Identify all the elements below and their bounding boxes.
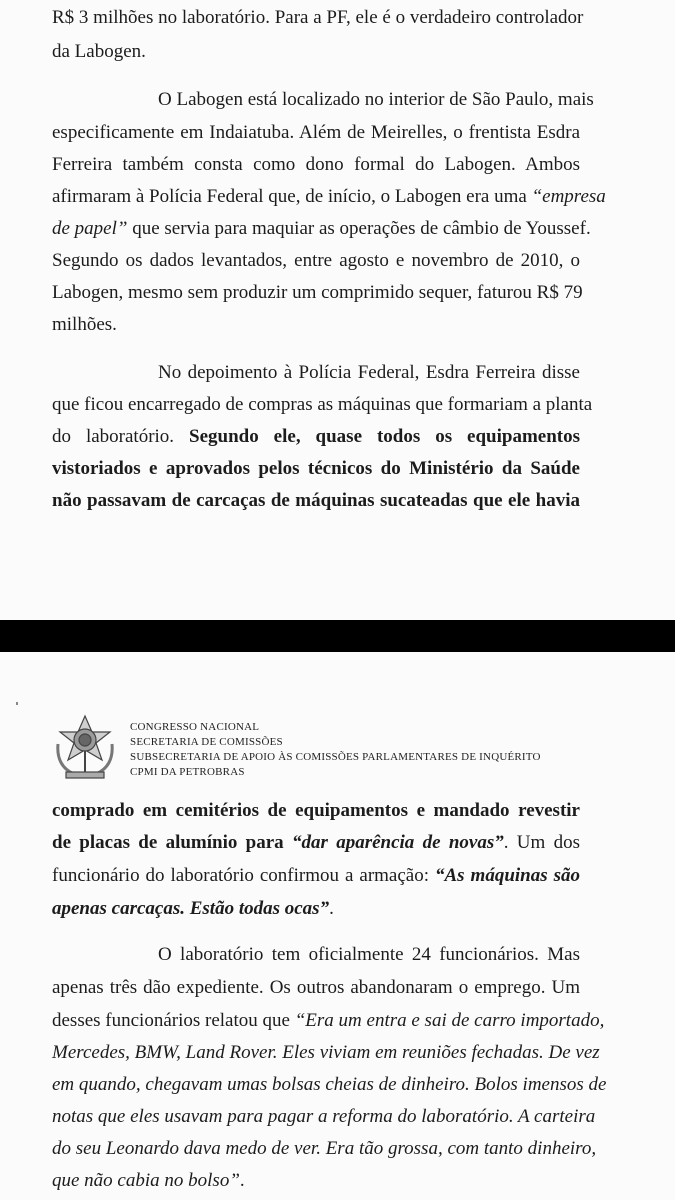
text-line <box>52 217 591 241</box>
text-line: Segundo os dados levantados, entre agosto e novembro de 2010, o <box>52 250 580 271</box>
quote-span: “As máquinas são <box>435 865 580 886</box>
text-span: . Um dos <box>503 832 581 853</box>
text-line: No depoimento à Polícia Federal, Esdra Ferreira disse <box>158 362 580 383</box>
text-span: . <box>239 1170 245 1191</box>
text-line: não passavam de carcaças de máquinas sucateadas que ele havia <box>52 490 580 511</box>
header-line-subsecretaria: SUBSECRETARIA DE APOIO ÀS COMISSÕES PARLAMENTARES DE INQUÉRITO <box>130 751 541 763</box>
scan-speck <box>16 702 18 705</box>
text-line <box>52 831 580 855</box>
text-span: desses funcionários relatou que <box>52 1010 290 1031</box>
text-line <box>52 897 580 921</box>
text-line: em quando, chegavam umas bolsas cheias de dinheiro. Bolos imensos de <box>52 1074 607 1095</box>
text-span: funcionário do laboratório confirmou a armação: <box>52 865 430 886</box>
text-line: vistoriados e aprovados pelos técnicos do Ministério da Saúde <box>52 458 580 479</box>
text-span: que servia para maquiar as operações de câmbio de Youssef. <box>132 218 591 239</box>
header-line-secretaria: SECRETARIA DE COMISSÕES <box>130 736 283 748</box>
bold-span: de placas de alumínio para <box>52 832 284 853</box>
text-line <box>52 185 606 209</box>
text-span: afirmaram à Polícia Federal que, de início, o Labogen era uma <box>52 186 527 207</box>
text-line: comprado em cemitérios de equipamentos e mandado revestir <box>52 800 580 821</box>
text-line: notas que eles usavam para pagar a reforma do laboratório. A carteira <box>52 1106 596 1127</box>
quote-span: apenas carcaças. Estão todas ocas” <box>52 898 330 919</box>
quote-span: “empresa <box>531 186 606 207</box>
bold-span: Segundo ele, quase todos os equipamentos <box>189 426 581 447</box>
text-span: do laboratório. <box>52 426 175 447</box>
text-line: que ficou encarregado de compras as máquinas que formariam a planta <box>52 394 593 415</box>
page-divider <box>0 620 675 652</box>
text-line: Mercedes, BMW, Land Rover. Eles viviam em reuniões fechadas. De vez <box>52 1042 600 1063</box>
quote-span: que não cabia no bolso” <box>52 1170 240 1191</box>
quote-span: “Era um entra e sai de carro importado, <box>294 1010 605 1031</box>
text-line: milhões. <box>52 314 117 335</box>
text-line: Labogen, mesmo sem produzir um comprimido sequer, faturou R$ 79 <box>52 282 583 303</box>
text-line: Ferreira também consta como dono formal do Labogen. Ambos <box>52 154 580 175</box>
text-line <box>52 1169 580 1193</box>
text-line: apenas três dão expediente. Os outros abandonaram o emprego. Um <box>52 977 580 998</box>
quote-span: de papel” <box>52 218 128 239</box>
quote-span: “dar aparência de novas” <box>292 832 504 853</box>
text-line <box>52 1009 605 1033</box>
text-line: do seu Leonardo dava medo de ver. Era tão grossa, com tanto dinheiro, <box>52 1138 597 1159</box>
text-line: O laboratório tem oficialmente 24 funcionários. Mas <box>158 944 580 965</box>
text-line <box>52 425 580 449</box>
brazil-coat-of-arms-icon <box>52 714 118 784</box>
header-line-congresso: CONGRESSO NACIONAL <box>130 721 260 733</box>
text-line: O Labogen está localizado no interior de São Paulo, mais <box>158 89 594 110</box>
text-line: R$ 3 milhões no laboratório. Para a PF, ele é o verdadeiro controlador <box>52 7 584 28</box>
text-line: da Labogen. <box>52 41 146 62</box>
header-line-cpmi: CPMI DA PETROBRAS <box>130 766 245 778</box>
text-line: especificamente em Indaiatuba. Além de Meirelles, o frentista Esdra <box>52 122 580 143</box>
text-line <box>52 864 580 888</box>
text-span: . <box>329 898 334 919</box>
